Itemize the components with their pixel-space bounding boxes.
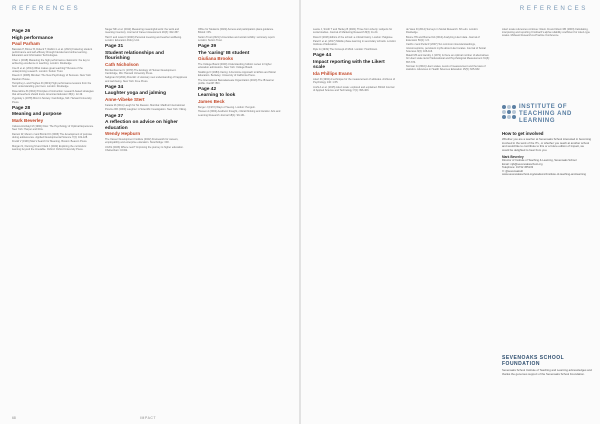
- section-author: Giuliana Brooks: [198, 56, 234, 62]
- section-page-number: Page 31: [105, 44, 124, 50]
- reference-column-2: [105, 28, 189, 408]
- foundation-logo: SEVENOAKS SCHOOL FOUNDATION: [502, 355, 565, 367]
- left-page: [0, 0, 299, 424]
- reference-entry: Seligman M (2011) Flourish: A visionary new understanding of happiness and well-being. New York: Free Press.: [105, 76, 188, 83]
- reference-section: [198, 44, 282, 85]
- section-author: Wendy Hepburn: [105, 131, 141, 137]
- reference-entry: Housen A (2002) Aesthetic thought, critical thinking and transfer. Arts and Learning Research Journal 18(1): 99-131.: [198, 110, 281, 117]
- section-heading: Student relationships and flourishing: [105, 50, 164, 62]
- reference-column-1: [12, 28, 96, 408]
- reference-entry: Provine RR (2000) Laughter: A Scientific Investigation. New York: Viking.: [105, 108, 187, 112]
- reference-section: [406, 28, 490, 71]
- reference-entry: Laurie J, Smith T and Hanley B (2021) Three from Liberty: subjects for social studies. Journal of Marketing Research 8(3): 11-24.: [313, 28, 393, 35]
- reference-entry: Berger J (1972) Ways of Seeing. London: Penguin.: [198, 105, 256, 109]
- page-header: REFERENCES: [519, 5, 588, 12]
- institute-logo: [502, 104, 592, 124]
- reference-entry: Joshi A et al. (2015) Likert scale: explored and explained. British Journal of Applied Science and Technology 7(4): 396-403.: [313, 85, 395, 92]
- section-page-number: Page 26: [12, 29, 31, 34]
- reference-entry: Rosenshine B (2012) Principles of instruction: research-based strategies that all teachers should know. American Educator 36(1): 12-19.: [12, 89, 94, 96]
- institute-promo: [502, 104, 592, 176]
- magazine-footer: IMPACT: [140, 416, 157, 420]
- contact-website[interactable]: www.sevenoaksschool.org/academic/institute-of-teaching-and-learning: [502, 173, 586, 177]
- reference-column-5: [406, 28, 490, 408]
- section-author: Cath Nicholson: [105, 61, 139, 67]
- promo-heading: How to get involved: [502, 131, 544, 137]
- foundation-description: Sevenoaks School Institute of Teaching and Learning acknowledges and thanks the generous support of the Sevenoaks School Foundation.: [502, 368, 592, 376]
- reference-section: [12, 29, 96, 104]
- section-author: Mark Beverley: [12, 117, 44, 123]
- reference-entry: Ryle G (1949) The Concept of Mind. London: Hutchinson.: [313, 47, 378, 51]
- section-heading: A reflection on advice on higher education: [105, 120, 178, 131]
- reference-entry: Damon W, Menon J and Bronk KC (2003) The development of purpose during adolescence. Applied Developmental Science 7(3): 119-128.: [12, 132, 93, 139]
- reference-entry: Bazelais P, Binner B, Doleck T, Rahimi L et al. (2021) Fostering student performance and self-efficacy through blended and online learning. Education and Information Technologies.: [12, 48, 93, 58]
- reference-text: Likert scale references continue: Gliem JA and Gliem RR (2003) Calculating, interpreting and reporting Cronbach's alpha reliability coefficient for Likert-type scales. Midwest Research-to-Practice Conference.: [502, 28, 590, 38]
- section-heading: High performance: [12, 35, 54, 41]
- reference-entry: Steger MF et al. (2012) Measuring meaningful work: the work and meaning inventory. Journal of Career Assessment 20(3): 322-337.: [105, 28, 180, 35]
- reference-entry: The College Board (2020) Understanding holistic review in higher education admissions. New York: College Board.: [198, 63, 272, 70]
- section-heading: The 'caring' IB student: [198, 50, 250, 56]
- reference-entry: de Vaus D (2014) Surveys in Social Research. 6th edn. London: Routledge.: [406, 28, 479, 35]
- reference-section: [105, 44, 189, 83]
- reference-entry: Vygotsky L (1978) Mind in Society. Cambridge, MA: Harvard University Press.: [12, 97, 92, 104]
- section-page-number: Page 39: [198, 44, 217, 50]
- section-heading: Impact reporting with the Likert scale: [313, 59, 385, 71]
- reference-entry: Norman G (2010) Likert scales, levels of measurement and the laws of statistics. Advances in Health Sciences Education 15(5): 625-632.: [406, 65, 486, 72]
- section-author: Anne-Vibeke Stert: [105, 96, 145, 102]
- reference-entry: Office for Students (2022) Access and participation plans guidance. Bristol: OfS.: [198, 28, 274, 35]
- reference-entry: The International Baccalaureate Organization (2013) The IB learner profile. Cardiff: IBO.: [198, 78, 275, 85]
- section-author: Ida Phillips Evans: [313, 70, 353, 76]
- institute-logo-text: INSTITUTE OF TEACHING AND LEARNING: [519, 104, 572, 124]
- promo-body: Whether you are a teacher at Sevenoaks School interested in becoming involved in the work of the ITL, or whether you teach at another school and would like to contribute to this or a future edition of Impact, we would be delighted to hear from you.: [502, 137, 592, 152]
- section-heading: Learning to look: [198, 93, 236, 99]
- reference-column-4: [313, 28, 397, 408]
- foundation-block: [502, 356, 592, 376]
- reference-entry: Morgan N, Fleming M and Clark J (2022) Exploring the curriculum: learning beyond the timetable. Oxford: Oxford University Press.: [12, 144, 87, 151]
- section-author: James Beck: [198, 99, 225, 105]
- logo-dots-icon: [502, 105, 516, 119]
- reference-section: [198, 87, 282, 117]
- section-heading: Laughter yoga and jalming: [105, 91, 167, 97]
- contact-phone: Telephone: 01732 455133: [502, 166, 534, 170]
- section-page-number: Page 42: [198, 86, 217, 92]
- page-header: REFERENCES: [12, 5, 81, 12]
- section-page-number: Page 44: [313, 53, 332, 59]
- contact-name: Mark Beverley: [502, 155, 524, 160]
- reference-entry: Coe R et al. (2014) What makes great teaching? Review of the underpinning research. London: Sutton Trust.: [12, 66, 83, 73]
- reference-entry: Ross D (2016) Ethics of the school: a critical history. London: Palgrave.: [313, 35, 394, 39]
- reference-column-3: [198, 28, 282, 408]
- section-heading: Meaning and purpose: [12, 112, 62, 118]
- reference-entry: Kataria M (2011) Laugh for No Reason. Mumbai: Madhuri International.: [105, 103, 186, 107]
- reference-entry: Sutton Trust (2021) Universities and social mobility: summary report. London: Sutton Trust.: [198, 35, 276, 42]
- page-number: 68: [12, 416, 16, 420]
- reference-section: [313, 28, 397, 51]
- reference-entry: Patel K et al. (2017) Middle phase learning in secondary schools. London: Institute of Education.: [313, 40, 397, 47]
- reference-entry: Carifio J and Perla R (2007) Ten common misunderstandings, misconceptions, persistent myths about Likert scales. Journal of Social Sciences 3(3): 106-116.: [406, 43, 486, 53]
- contact-role: Director of Institute of Teaching & Learning, Sevenoaks School: [502, 159, 577, 163]
- reference-entry: UCAS (2023) Where next? Improving the journey to higher education. Cheltenham: UCAS.: [105, 145, 184, 153]
- reference-entry: Hart K and Laws N (2020) Personal meaning and teacher wellbeing. London: Education Policy Unit.: [105, 35, 182, 42]
- reference-section: [105, 85, 189, 112]
- reference-entry: Dweck C (2006) Mindset: The New Psychology of Success. New York: Random House.: [12, 74, 92, 81]
- reference-entry: Frankl V (1946) Man's Search for Meaning. Boston: Beacon Press.: [12, 140, 88, 144]
- contact-social[interactable]: X: @sevenoaksitl: [502, 169, 523, 173]
- reference-entry: The Career Development Institute (2022) Framework for careers, employability and enterprise education. Stourbridge: CDI.: [105, 138, 179, 145]
- reference-section: [198, 28, 282, 42]
- reference-entry: Csikszentmihalyi M (1990) Flow: The Psychology of Optimal Experience. New York: Harper and Row.: [12, 124, 94, 132]
- reference-entry: Noddings N (1984) Caring: A Feminine Approach to Ethics and Moral Education. Berkeley: University of California Press.: [198, 70, 276, 77]
- right-page: [301, 0, 600, 424]
- reference-section: [313, 53, 397, 92]
- reference-section: [105, 28, 189, 42]
- reference-entry: Bronfenbrenner U (1979) The Ecology of Human Development. Cambridge, MA: Harvard University Press.: [105, 68, 177, 75]
- reference-entry: Matell MS and Jacoby J (1971) Is there an optimal number of alternatives for Likert scale items? Educational and Psychological Measurement 31(3): 657-674.: [406, 54, 490, 64]
- section-page-number: Page 37: [105, 113, 124, 119]
- reference-entry: Humphrey L and Hughes R (2019) High performance lessons from the field: understanding your best. London: Routledge.: [12, 82, 92, 89]
- promo-column: [502, 28, 592, 39]
- section-page-number: Page 34: [105, 84, 124, 90]
- reference-entry: Chen L (2018) Mastering the high performance classroom: the key to achieving excellence in teaching. London: Routledge.: [12, 58, 90, 66]
- section-author: Paul Parham: [12, 41, 40, 47]
- contact-email[interactable]: Email: mjb@sevenoaksschool.org: [502, 162, 543, 166]
- reference-entry: Likert R (1932) A technique for the measurement of attitudes. Archives of Psychology 140: 1-55.: [313, 77, 395, 84]
- reference-section: [12, 106, 96, 151]
- reference-entry: Boone HN and Boone DA (2012) Analyzing Likert data. Journal of Extension 50(2): 1-5.: [406, 35, 480, 42]
- reference-section: [105, 114, 189, 153]
- section-page-number: Page 28: [12, 105, 31, 111]
